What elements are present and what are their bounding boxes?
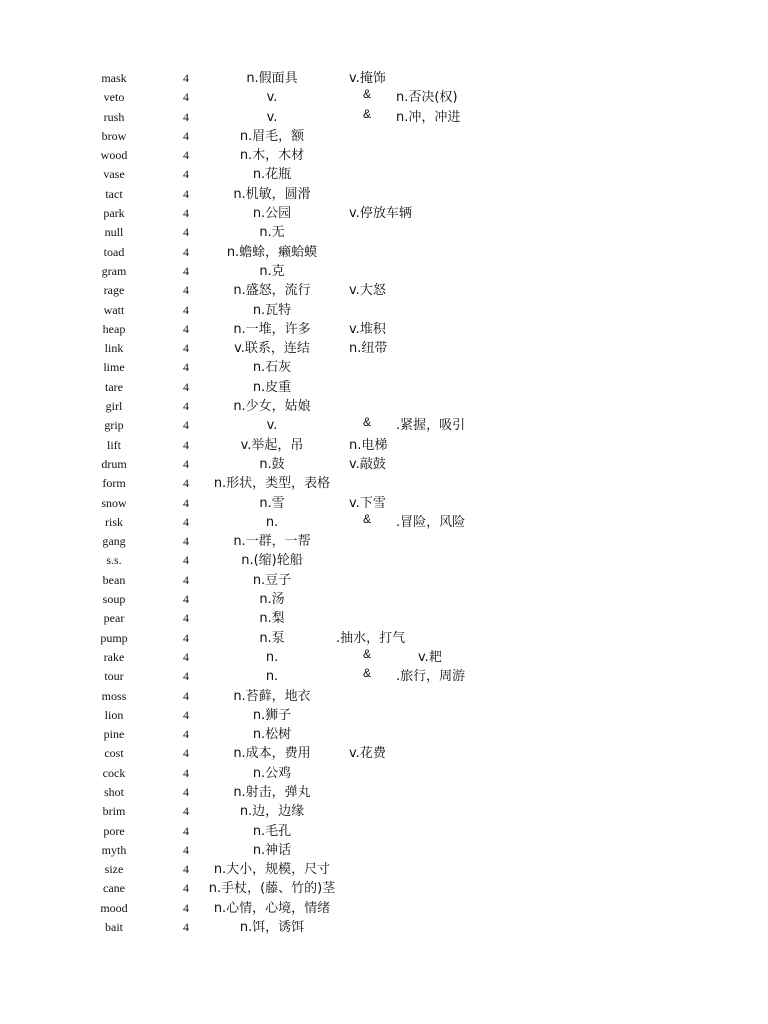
definition-1-cell: n.大小，规模，尺寸 <box>213 862 331 878</box>
vocab-row <box>0 127 768 146</box>
vocab-row <box>0 725 768 744</box>
definition-1-cell: v. <box>266 90 278 106</box>
length-cell: 4 <box>183 437 189 452</box>
definition-1-cell: n.眉毛，额 <box>239 128 305 144</box>
vocab-row <box>0 281 768 300</box>
definition-1-cell: n.皮重 <box>252 379 292 395</box>
vocab-row <box>0 860 768 879</box>
length-cell: 4 <box>183 842 189 857</box>
definition-1-cell: n.公鸡 <box>252 765 292 781</box>
length-cell: 4 <box>183 186 189 201</box>
length-cell: 4 <box>183 167 189 182</box>
length-cell: 4 <box>183 225 189 240</box>
word-cell: pine <box>103 727 125 742</box>
definition-1-cell: n. <box>265 669 279 685</box>
definition-1-cell: n.石灰 <box>252 360 292 376</box>
vocab-row <box>0 320 768 339</box>
length-cell: 4 <box>183 71 189 85</box>
definition-1-cell: n.机敏，圆滑 <box>233 186 311 202</box>
vocab-row <box>0 455 768 474</box>
vocab-row <box>0 532 768 551</box>
word-cell: form <box>102 476 126 491</box>
length-cell: 4 <box>183 360 189 375</box>
vocab-row <box>0 571 768 590</box>
definition-2-cell: v.堆积 <box>349 321 386 337</box>
definition-2-cell: & <box>363 511 372 526</box>
definition-1-cell: n.花瓶 <box>252 167 292 183</box>
length-cell: 4 <box>183 784 189 799</box>
word-cell: watt <box>103 302 125 317</box>
length-cell: 4 <box>183 572 189 587</box>
vocab-row <box>0 744 768 763</box>
definition-1-cell: n.蟾蜍，癞蛤蟆 <box>226 244 318 260</box>
length-cell: 4 <box>183 244 189 259</box>
word-cell: link <box>104 341 124 356</box>
definition-1-cell: n.少女，姑娘 <box>233 399 311 415</box>
vocab-row <box>0 879 768 898</box>
definition-1-cell: n.克 <box>259 263 285 279</box>
definition-3-cell: v.耙 <box>418 649 442 665</box>
vocab-row <box>0 108 768 127</box>
vocab-row <box>0 667 768 686</box>
vocab-row <box>0 802 768 821</box>
definition-1-cell: n.一堆，许多 <box>233 321 311 337</box>
length-cell: 4 <box>183 495 189 510</box>
definition-2-cell: v.大怒 <box>349 283 386 299</box>
word-cell: brow <box>101 128 127 143</box>
word-cell: myth <box>101 842 127 857</box>
word-cell: tact <box>105 186 123 201</box>
definition-1-cell: n.苔藓，地衣 <box>233 688 311 704</box>
definition-2-cell: & <box>363 646 372 661</box>
vocab-row <box>0 146 768 165</box>
vocab-row <box>0 494 768 513</box>
definition-1-cell: n.假面具 <box>246 71 298 86</box>
word-cell: moss <box>101 688 127 703</box>
definition-1-cell: n.梨 <box>259 611 285 627</box>
vocab-row <box>0 629 768 648</box>
definition-1-cell: n.松树 <box>252 727 292 743</box>
definition-1-cell: n.无 <box>259 225 285 241</box>
definition-2-cell: & <box>363 415 372 430</box>
vocab-row <box>0 301 768 320</box>
word-cell: cane <box>103 881 125 896</box>
definition-2-cell: & <box>363 87 372 102</box>
vocab-row <box>0 764 768 783</box>
vocab-row <box>0 358 768 377</box>
definition-1-cell: n.汤 <box>259 592 285 608</box>
length-cell: 4 <box>183 727 189 742</box>
definition-3-cell: n.否决(权) <box>396 90 458 106</box>
definition-3-cell: .紧握，吸引 <box>396 418 466 434</box>
length-cell: 4 <box>183 881 189 896</box>
definition-2-cell: v.掩饰 <box>349 71 386 86</box>
word-cell: pear <box>103 611 125 626</box>
word-cell: rush <box>103 109 125 124</box>
definition-1-cell: n.木，木材 <box>239 148 305 164</box>
word-cell: gram <box>101 263 127 278</box>
length-cell: 4 <box>183 456 189 471</box>
word-cell: drum <box>101 456 127 471</box>
length-cell: 4 <box>183 862 189 877</box>
definition-1-cell: n.鼓 <box>259 456 285 472</box>
word-cell: lion <box>104 707 124 722</box>
vocab-row <box>0 339 768 358</box>
word-cell: lime <box>103 360 125 375</box>
length-cell: 4 <box>183 804 189 819</box>
word-cell: bean <box>102 572 126 587</box>
vocab-row <box>0 436 768 455</box>
length-cell: 4 <box>183 746 189 761</box>
length-cell: 4 <box>183 341 189 356</box>
definition-1-cell: v. <box>266 418 278 434</box>
definition-2-cell: v.花费 <box>349 746 386 762</box>
word-cell: park <box>103 206 125 221</box>
word-cell: bait <box>105 920 123 935</box>
definition-1-cell: v.举起，吊 <box>240 437 304 453</box>
vocab-row <box>0 474 768 493</box>
vocab-row <box>0 783 768 802</box>
length-cell: 4 <box>183 592 189 607</box>
length-cell: 4 <box>183 263 189 278</box>
definition-1-cell: n.边，边缘 <box>239 804 305 820</box>
word-cell: gang <box>102 534 126 549</box>
definition-1-cell: n.(缩)轮船 <box>241 553 303 569</box>
length-cell: 4 <box>183 418 189 433</box>
length-cell: 4 <box>183 379 189 394</box>
length-cell: 4 <box>183 688 189 703</box>
definition-2-cell: & <box>363 106 372 121</box>
definition-1-cell: n.一群，一帮 <box>233 534 311 550</box>
definition-1-cell: n.饵，诱饵 <box>239 920 305 936</box>
vocab-row <box>0 551 768 570</box>
definition-1-cell: n.毛孔 <box>252 823 292 839</box>
length-cell: 4 <box>183 630 189 645</box>
definition-1-cell: n.雪 <box>259 495 285 511</box>
length-cell: 4 <box>183 148 189 163</box>
vocab-row <box>0 918 768 937</box>
definition-1-cell: v. <box>266 109 278 125</box>
definition-3-cell: .旅行，周游 <box>396 669 466 685</box>
definition-2-cell: v.下雪 <box>349 495 386 511</box>
word-cell: size <box>104 862 124 877</box>
word-cell: rake <box>103 649 125 664</box>
vocab-row <box>0 223 768 242</box>
length-cell: 4 <box>183 649 189 664</box>
length-cell: 4 <box>183 534 189 549</box>
word-cell: brim <box>102 804 126 819</box>
word-cell: null <box>104 225 124 240</box>
definition-3-cell: .冒险，风险 <box>396 514 466 530</box>
vocab-row <box>0 243 768 262</box>
word-cell: lift <box>107 437 121 452</box>
definition-1-cell: n.神话 <box>252 842 292 858</box>
definition-1-cell: n. <box>265 649 279 665</box>
definition-2-cell: n.电梯 <box>349 437 388 453</box>
length-cell: 4 <box>183 476 189 491</box>
vocab-row <box>0 69 768 88</box>
length-cell: 4 <box>183 900 189 915</box>
length-cell: 4 <box>183 321 189 336</box>
vocab-row <box>0 687 768 706</box>
length-cell: 4 <box>183 90 189 105</box>
vocab-row <box>0 88 768 107</box>
definition-2-cell: v.敲鼓 <box>349 456 386 472</box>
vocab-row <box>0 165 768 184</box>
definition-1-cell: n.心情，心境，情绪 <box>213 900 331 916</box>
vocabulary-sheet <box>0 69 768 937</box>
length-cell: 4 <box>183 109 189 124</box>
vocab-row <box>0 609 768 628</box>
word-cell: pore <box>103 823 125 838</box>
word-cell: cock <box>102 765 126 780</box>
length-cell: 4 <box>183 553 189 568</box>
word-cell: vase <box>103 167 125 182</box>
length-cell: 4 <box>183 514 189 529</box>
vocab-row <box>0 648 768 667</box>
definition-1-cell: n.泵 <box>259 630 285 646</box>
word-cell: snow <box>101 495 127 510</box>
definition-2-cell: & <box>363 666 372 681</box>
definition-1-cell: n.瓦特 <box>252 302 292 318</box>
word-cell: tare <box>105 379 123 394</box>
word-cell: veto <box>103 90 125 105</box>
word-cell: risk <box>105 514 123 529</box>
definition-2-cell: n.纽带 <box>349 341 388 357</box>
definition-1-cell: n.形状，类型，表格 <box>213 476 331 492</box>
word-cell: toad <box>103 244 125 259</box>
definition-3-cell: n.冲，冲进 <box>396 109 461 125</box>
vocab-row <box>0 513 768 532</box>
word-cell: s.s. <box>106 553 122 568</box>
vocab-row <box>0 204 768 223</box>
vocab-row <box>0 416 768 435</box>
word-cell: girl <box>105 399 123 414</box>
length-cell: 4 <box>183 283 189 298</box>
word-cell: mood <box>100 900 128 915</box>
length-cell: 4 <box>183 399 189 414</box>
word-cell: tour <box>104 669 124 684</box>
vocab-row <box>0 899 768 918</box>
word-cell: wood <box>100 148 128 163</box>
word-cell: rage <box>103 283 125 298</box>
definition-1-cell: n.豆子 <box>252 572 292 588</box>
vocab-row <box>0 262 768 281</box>
vocab-row <box>0 397 768 416</box>
definition-1-cell: n.公园 <box>252 206 292 222</box>
word-cell: heap <box>102 321 126 336</box>
length-cell: 4 <box>183 669 189 684</box>
definition-1-cell: n.射击，弹丸 <box>233 784 311 800</box>
length-cell: 4 <box>183 128 189 143</box>
length-cell: 4 <box>183 707 189 722</box>
vocab-row <box>0 706 768 725</box>
definition-1-cell: n.手杖，(藤、竹的)茎 <box>208 881 336 897</box>
definition-1-cell: v.联系，连结 <box>234 341 310 357</box>
word-cell: grip <box>104 418 124 433</box>
vocab-row <box>0 822 768 841</box>
word-cell: pump <box>100 630 128 645</box>
vocab-row <box>0 378 768 397</box>
length-cell: 4 <box>183 302 189 317</box>
word-cell: soup <box>102 592 126 607</box>
definition-2-cell: v.停放车辆 <box>349 206 412 222</box>
length-cell: 4 <box>183 206 189 221</box>
length-cell: 4 <box>183 920 189 935</box>
length-cell: 4 <box>183 823 189 838</box>
vocab-row <box>0 841 768 860</box>
vocab-row <box>0 185 768 204</box>
word-cell: shot <box>103 784 124 799</box>
vocab-row <box>0 590 768 609</box>
length-cell: 4 <box>183 611 189 626</box>
definition-1-cell: n.狮子 <box>252 707 292 723</box>
definition-1-cell: n. <box>265 514 279 530</box>
definition-1-cell: n.成本，费用 <box>233 746 311 762</box>
definition-1-cell: n.盛怒，流行 <box>233 283 311 299</box>
definition-2-cell: .抽水，打气 <box>336 630 406 646</box>
length-cell: 4 <box>183 765 189 780</box>
word-cell: cost <box>104 746 124 761</box>
word-cell: mask <box>101 71 127 85</box>
